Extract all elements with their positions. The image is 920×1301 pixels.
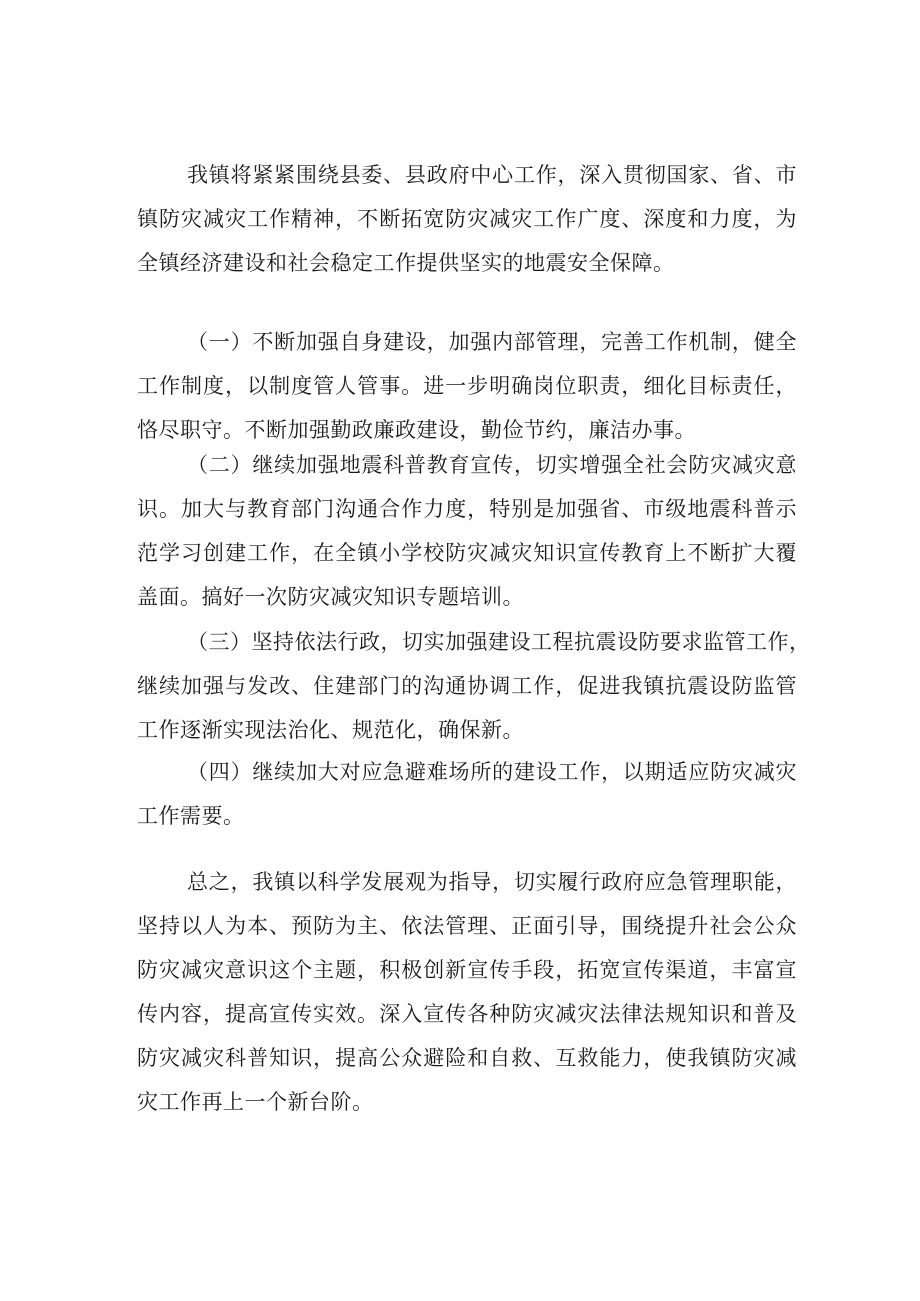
paragraph-summary <box>137 860 797 1124</box>
paragraph-line: （四）继续加大对应急避难场所的建设工作，以期适应防灾减灾 <box>187 760 797 784</box>
paragraph-line: 工作制度，以制度管人管事。进一步明确岗位职责，细化目标责任， <box>137 374 797 398</box>
paragraph-item-1 <box>137 320 797 452</box>
paragraph-line: 总之，我镇以科学发展观为指导，切实履行政府应急管理职能， <box>187 870 797 894</box>
paragraph-line: 防灾减灾科普知识，提高公众避险和自救、互救能力，使我镇防灾减 <box>137 1046 797 1070</box>
paragraph-line: （二）继续加强地震科普教育宣传，切实增强全社会防灾减灾意 <box>187 453 797 477</box>
paragraph-line: 防灾减灾意识这个主题，积极创新宣传手段，拓宽宣传渠道，丰富宣 <box>137 958 797 982</box>
paragraph-line: 灾工作再上一个新台阶。 <box>137 1090 374 1114</box>
paragraph-line: 我镇将紧紧围绕县委、县政府中心工作，深入贯彻国家、省、市 <box>187 163 797 187</box>
paragraph-item-4 <box>137 750 797 838</box>
paragraph-line: 继续加强与发改、住建部门的沟通协调工作，促进我镇抗震设防监管 <box>137 674 797 698</box>
paragraph-line: （三）坚持依法行政，切实加强建设工程抗震设防要求监管工作， <box>187 630 811 654</box>
paragraph-line: 范学习创建工作，在全镇小学校防灾减灾知识宣传教育上不断扩大覆 <box>137 541 797 565</box>
paragraph-line: 工作逐渐实现法治化、规范化，确保新。 <box>137 718 524 742</box>
paragraph-line: 识。加大与教育部门沟通合作力度，特别是加强省、市级地震科普示 <box>137 497 797 521</box>
paragraph-line: 盖面。搞好一次防灾减灾知识专题培训。 <box>137 585 524 609</box>
paragraph-line: 全镇经济建设和社会稳定工作提供坚实的地震安全保障。 <box>137 251 675 275</box>
paragraph-item-3 <box>137 620 811 752</box>
paragraph-line: 坚持以人为本、预防为主、依法管理、正面引导，围绕提升社会公众 <box>137 914 797 938</box>
paragraph-line: 镇防灾减灾工作精神，不断拓宽防灾减灾工作广度、深度和力度，为 <box>137 207 797 231</box>
paragraph-line: 传内容，提高宣传实效。深入宣传各种防灾减灾法律法规知识和普及 <box>137 1002 797 1026</box>
paragraph-item-2 <box>137 443 797 619</box>
paragraph-work-plan-intro <box>137 153 797 285</box>
paragraph-line: 工作需要。 <box>137 804 245 828</box>
paragraph-line: 恪尽职守。不断加强勤政廉政建设，勤俭节约，廉洁办事。 <box>137 418 696 442</box>
paragraph-line: （一）不断加强自身建设，加强内部管理，完善工作机制，健全 <box>187 330 797 354</box>
